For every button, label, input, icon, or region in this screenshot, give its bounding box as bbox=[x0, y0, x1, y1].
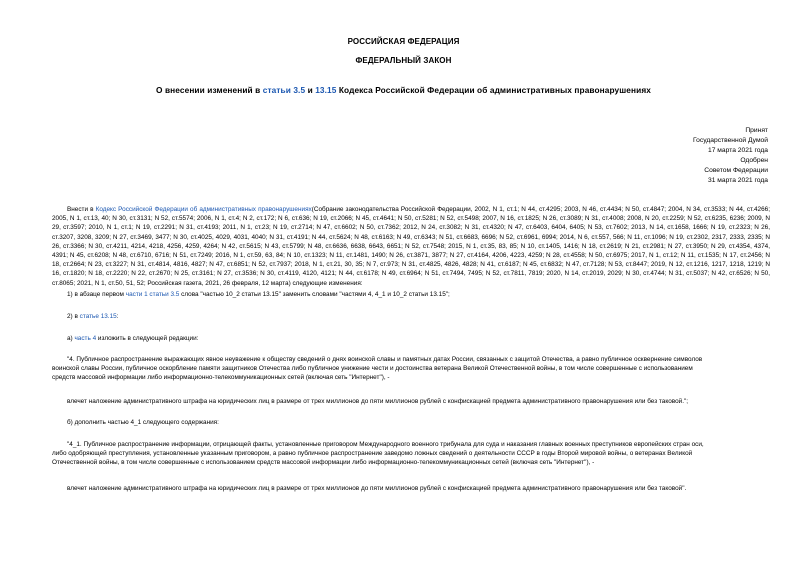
approval-line: Одобрен bbox=[740, 157, 768, 164]
text-line: "4. Публичное распространение выражающих явное неуважение к обществу сведений о днях воинской славы и памятных датах России, связанных с защитой Отечества, а равно публичное осквернение символов bbox=[67, 356, 703, 363]
penalty-text: влечет наложение административного штрафа на юридических лиц в размере от трех миллионов до пяти миллионов рублей с конфискацией предмета административного правонарушения или без таковой". bbox=[67, 485, 687, 492]
intro-lead: Внести в bbox=[67, 206, 96, 213]
item-a bbox=[52, 334, 770, 343]
item-1-link[interactable]: части 1 статьи 3.5 bbox=[125, 291, 180, 298]
item-2 bbox=[52, 312, 770, 321]
penalty-text: влечет наложение административного штрафа на юридических лиц в размере от трех миллионов до пяти миллионов рублей с конфискацией предмета административного правонарушения или без таковой."; bbox=[67, 398, 689, 405]
new-part-4-text bbox=[52, 355, 770, 383]
law-title bbox=[0, 85, 807, 95]
adoption-date: 17 марта 2021 года bbox=[708, 147, 768, 154]
country-heading: РОССИЙСКАЯ ФЕДЕРАЦИЯ bbox=[347, 37, 460, 46]
title-prefix: О внесении изменений в bbox=[156, 85, 263, 95]
item-1-suffix: слова "частью 10_2 статьи 13.15" заменить словами "частями 4, 4_1 и 10_2 статьи 13.15"; bbox=[179, 291, 450, 298]
adoption-line: Государственной Думой bbox=[693, 137, 768, 144]
item-1 bbox=[52, 290, 770, 299]
approval-line: Советом Федерации bbox=[704, 167, 768, 174]
item-a-link[interactable]: часть 4 bbox=[74, 335, 97, 342]
item-1-prefix: 1) в абзаце первом bbox=[67, 291, 126, 298]
item-2-link[interactable]: статье 13.15 bbox=[79, 313, 117, 320]
approval-date: 31 марта 2021 года bbox=[708, 177, 768, 184]
text-line: средств массовой информации либо информационно-телекоммуникационных сетей (включая сеть "Интернет"), - bbox=[52, 374, 390, 382]
code-link[interactable]: Кодекс Российской Федерации об административных правонарушениях bbox=[95, 206, 312, 213]
title-and: и bbox=[305, 85, 316, 95]
item-2-prefix: 2) в bbox=[67, 313, 80, 320]
text-line: Отечественной войны, в том числе совершенные с использованием средств массовой информации либо информационно-телекоммуникационных сетей (включая сеть "Интернет"), - bbox=[52, 459, 595, 467]
intro-body: (Собрание законодательства Российской Федерации, 2002, N 1, ст.1; N 44, ст.4295; 2003, N 46, ст.4434; N 50, ст.4847; 2004, N 34, ст.3533; N 44, ст.4266; 2005, N 1, ст.13, 40; N 30, ст.3131; N 52, ст.5574; 2006, N 1, ст.4; N 2, ст.172; N 6, ст.636; N 19, ст.2066; N 45, ст.4641; N 50, ст.5281; N 52, ст.5498; 2007, N 16, ст.1825; N 26, ст.3089; N 31, ст.4008; 2008, N 20, ст.2259; N 52, ст.6235, 6236; 2009, N 29, ст.3597; 2010, N 1, ст.1; N 19, ст.2291; N 31, ст.4193; 2011, N 1, ст.23; N 19, ст.2714; N 47, ст.6602; N 50, ст.7362; 2012, N 24, ст.3082; N 31, ст.4320; N 47, ст.6403, 6404, 6405; N 53, ст.7602; 2013, N 14, ст.1658, 1666; N 19, ст.2323; N 26, ст.3207, 3208, 3209; N 27, ст.3469, 3477; N 30, ст.4025, 4029, 4031, 4040; N 31, ст.4191; N 44, ст.5624; N 48, ст.6163; N 49, ст.6343; N 51, ст.6683, 6696; N 52, ст.6961, 6994; 2014, N 6, ст.557, 566; N 11, ст.1096; N 19, ст.2302, 2317, 2333, 2335; N 26, ст.3366; N 30, ст.4211, 4214, 4218, 4256, 4259, 4264; N 42, ст.5615; N 43, ст.5799; N 48, ст.6636, 6638, 6643, 6651; N 52, ст.7548; 2015, N 1, ст.35, 83, 85; N 10, ст.1405, 1416; N 18, ст.2619; N 21, ст.2981; N 27, ст.3950; N 29, ст.4354, 4374, 4391; N 45, ст.6208; N 48, ст.6710, 6716; N 51, ст.7249; 2016, N 1, ст.59, 63, 84; N 10, ст.1323; N 11, ст.1481, 1490; N 26, ст.3871, 3877; N 27, ст.4164, 4206, 4223, 4259; N 28, ст.4558; N 50, ст.6975; 2017, N 1, ст.12; N 11, ст.1535; N 17, ст.2456; N 18, ст.2664; N 23, ст.3227; N 31, ст.4814, 4816, 4827; N 47, ст.6851; N 52, ст.7937; 2018, N 1, ст.21, 30, 35; N 7, ст.973; N 31, ст.4825, 4826, 4828; N 41, ст.6187; N 45, ст.6832; N 47, ст.7128; N 53, ст.8447; 2019, N 12, ст.1216, 1217, 1218, 1219; N 16, ст.1820; N 18, ст.2220; N 22, ст.2670; N 25, ст.3161; N 27, ст.3536; N 30, ст.4119, 4120, 4121; N 44, ст.6178; N 49, ст.6964; N 51, ст.7494, 7495; N 52, ст.7811, 7819; 2020, N 14, ст.2019, 2029; N 30, ст.4744; N 31, ст.5037; N 42, ст.6526; N 50, ст.8065; 2021, N 1, ст.50, 51, 52; Российская газета, 2021, 26 февраля, 12 марта) следующие изменения: bbox=[52, 206, 770, 287]
intro-paragraph bbox=[52, 205, 770, 288]
penalty-part-4 bbox=[52, 397, 770, 406]
title-link-article-3-5[interactable]: статьи 3.5 bbox=[262, 85, 306, 95]
penalty-part-4-1 bbox=[52, 484, 770, 493]
item-b bbox=[52, 418, 770, 427]
law-type-heading: ФЕДЕРАЛЬНЫЙ ЗАКОН bbox=[355, 56, 452, 65]
title-link-article-13-15[interactable]: 13.15 bbox=[315, 85, 337, 95]
text-line: либо одобряющей преступления, установленные указанным приговором, а равно публичное распространение заведомо ложных сведений о деятельности СССР в годы Второй мировой войны, о ветеранах Великой bbox=[52, 450, 693, 458]
adoption-block bbox=[693, 126, 768, 186]
item-a-prefix: а) bbox=[67, 335, 75, 342]
text-line: воинской славы России, публичное оскорбление памяти защитников Отечества либо публичное унижение чести и достоинства ветерана Великой Отечественной войны, в том числе совершенные с использованием bbox=[52, 365, 693, 373]
item-a-suffix: изложить в следующей редакции: bbox=[96, 335, 199, 342]
title-suffix: Кодекса Российской Федерации об административных правонарушениях bbox=[336, 85, 651, 95]
item-b-text: б) дополнить частью 4_1 следующего содержания: bbox=[67, 419, 219, 426]
new-part-4-1-text bbox=[52, 440, 770, 468]
item-2-suffix: : bbox=[116, 313, 119, 320]
text-line: "4_1. Публичное распространение информации, отрицающей факты, установленные приговором Международного военного трибунала для суда и наказания главных военных преступников европейских стран оси, bbox=[67, 441, 704, 448]
adoption-line: Принят bbox=[745, 127, 768, 134]
